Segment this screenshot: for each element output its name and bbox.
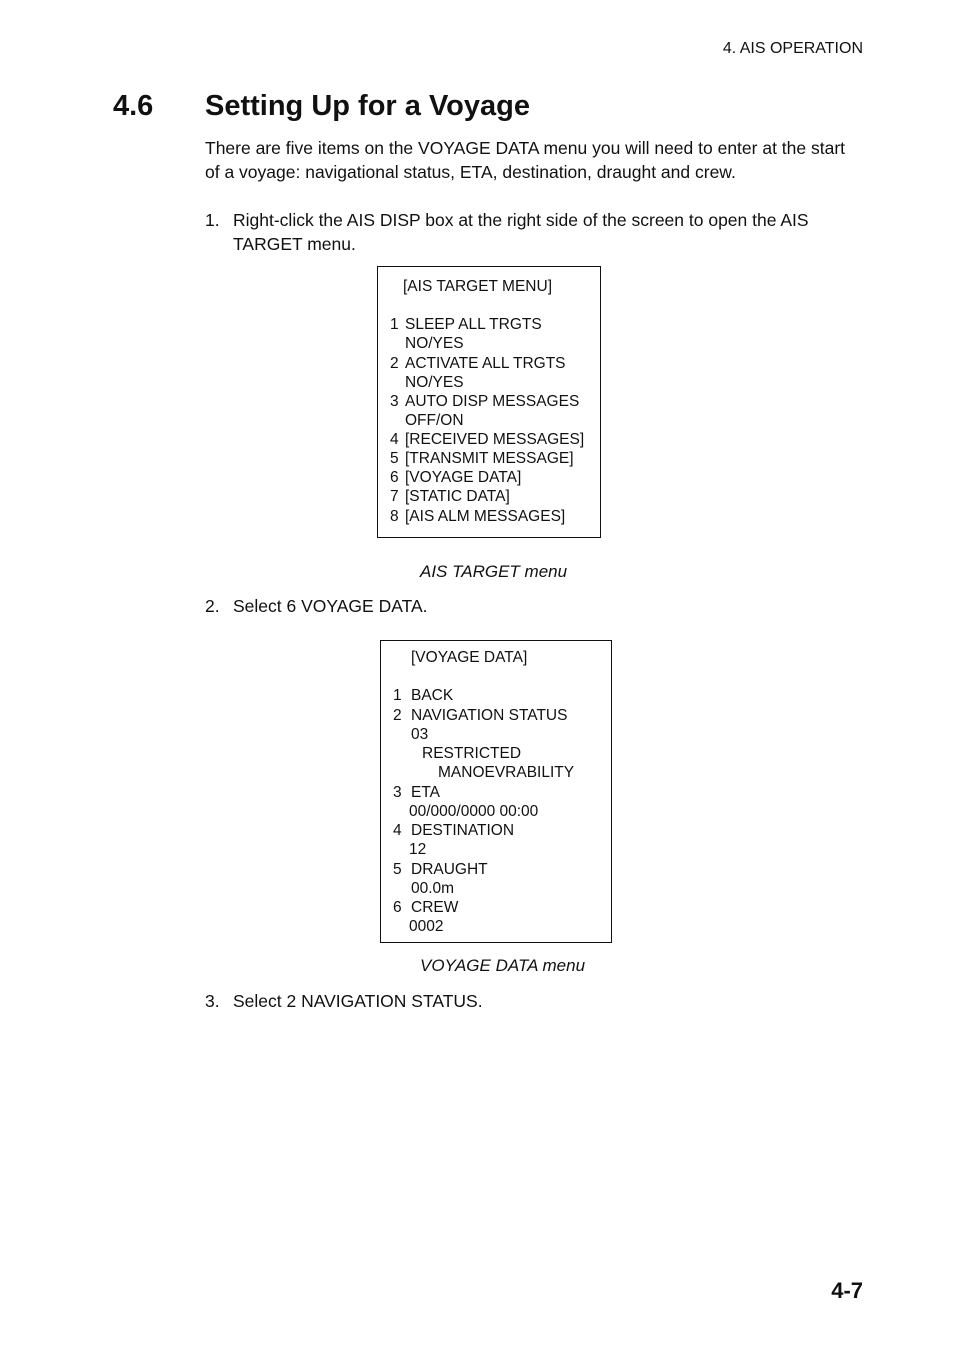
menu-item-auto-disp: AUTO DISP MESSAGES (405, 393, 580, 410)
menu-title: [VOYAGE DATA] (411, 649, 528, 666)
menu-item-static-data: [STATIC DATA] (405, 488, 510, 505)
menu-item-value: 12 (409, 841, 427, 858)
menu-item-value: 03 (411, 726, 429, 743)
step-text: Right-click the AIS DISP box at the right side of the screen to open the AIS (233, 210, 809, 230)
menu-item-number: 4 (393, 822, 402, 839)
step-text-cont: TARGET menu. (233, 234, 356, 254)
step-1 (205, 208, 855, 258)
intro-paragraph: There are five items on the VOYAGE DATA menu you will need to enter at the start of a voyage: navigational status, ETA, destination, draught and crew. (205, 138, 846, 182)
section-number: 4.6 (113, 90, 154, 122)
voyage-data-menu-box (380, 640, 612, 943)
menu-item-voyage-data: [VOYAGE DATA] (405, 469, 522, 486)
menu-item-number: 1 (390, 316, 399, 333)
step-number: 3. (205, 991, 220, 1011)
figure-caption: VOYAGE DATA menu (420, 956, 586, 975)
menu-item-back: BACK (411, 687, 454, 704)
step-text: Select 6 VOYAGE DATA. (233, 596, 428, 616)
menu-item-sleep-all: SLEEP ALL TRGTS (405, 316, 542, 333)
menu-item-activate-all: ACTIVATE ALL TRGTS (405, 355, 566, 372)
menu-item-transmit-message: [TRANSMIT MESSAGE] (405, 450, 574, 467)
figure-caption: AIS TARGET menu (420, 562, 568, 581)
menu-item-navigation-status: NAVIGATION STATUS (411, 707, 568, 724)
menu-item-destination: DESTINATION (411, 822, 515, 839)
menu-item-value: 00/000/0000 00:00 (409, 803, 539, 820)
menu-item-number: 6 (390, 469, 399, 486)
section-title: Setting Up for a Voyage (205, 90, 530, 122)
menu-item-received-messages: [RECEIVED MESSAGES] (405, 431, 585, 448)
step-text: Select 2 NAVIGATION STATUS. (233, 991, 483, 1011)
chapter-header: 4. AIS OPERATION (722, 40, 863, 57)
step-3 (205, 989, 855, 1015)
menu-title: [AIS TARGET MENU] (403, 278, 552, 295)
menu-item-value: 00.0m (411, 880, 455, 897)
menu-item-crew: CREW (411, 899, 459, 916)
menu-item-number: 2 (393, 707, 402, 724)
menu-item-draught: DRAUGHT (411, 861, 488, 878)
ais-target-menu-box (377, 266, 601, 538)
menu-item-number: 1 (393, 687, 402, 704)
page-number: 4-7 (831, 1278, 863, 1303)
menu-item-number: 6 (393, 899, 402, 916)
menu-item-value: 0002 (409, 918, 444, 935)
menu-item-ais-alm-messages: [AIS ALM MESSAGES] (405, 508, 566, 525)
menu-item-number: 3 (390, 393, 399, 410)
menu-item-number: 3 (393, 784, 402, 801)
menu-item-number: 2 (390, 355, 399, 372)
menu-item-value: RESTRICTED (422, 745, 522, 762)
menu-item-number: 8 (390, 508, 399, 525)
step-number: 2. (205, 596, 220, 616)
menu-item-value: NO/YES (405, 374, 464, 391)
step-2 (205, 594, 855, 620)
menu-item-number: 7 (390, 488, 399, 505)
menu-item-value: OFF/ON (405, 412, 464, 429)
menu-item-value: NO/YES (405, 335, 464, 352)
step-number: 1. (205, 210, 220, 230)
menu-item-number: 5 (393, 861, 402, 878)
menu-item-eta: ETA (411, 784, 440, 801)
menu-item-value: MANOEVRABILITY (438, 764, 575, 781)
menu-item-number: 4 (390, 431, 399, 448)
menu-item-number: 5 (390, 450, 399, 467)
